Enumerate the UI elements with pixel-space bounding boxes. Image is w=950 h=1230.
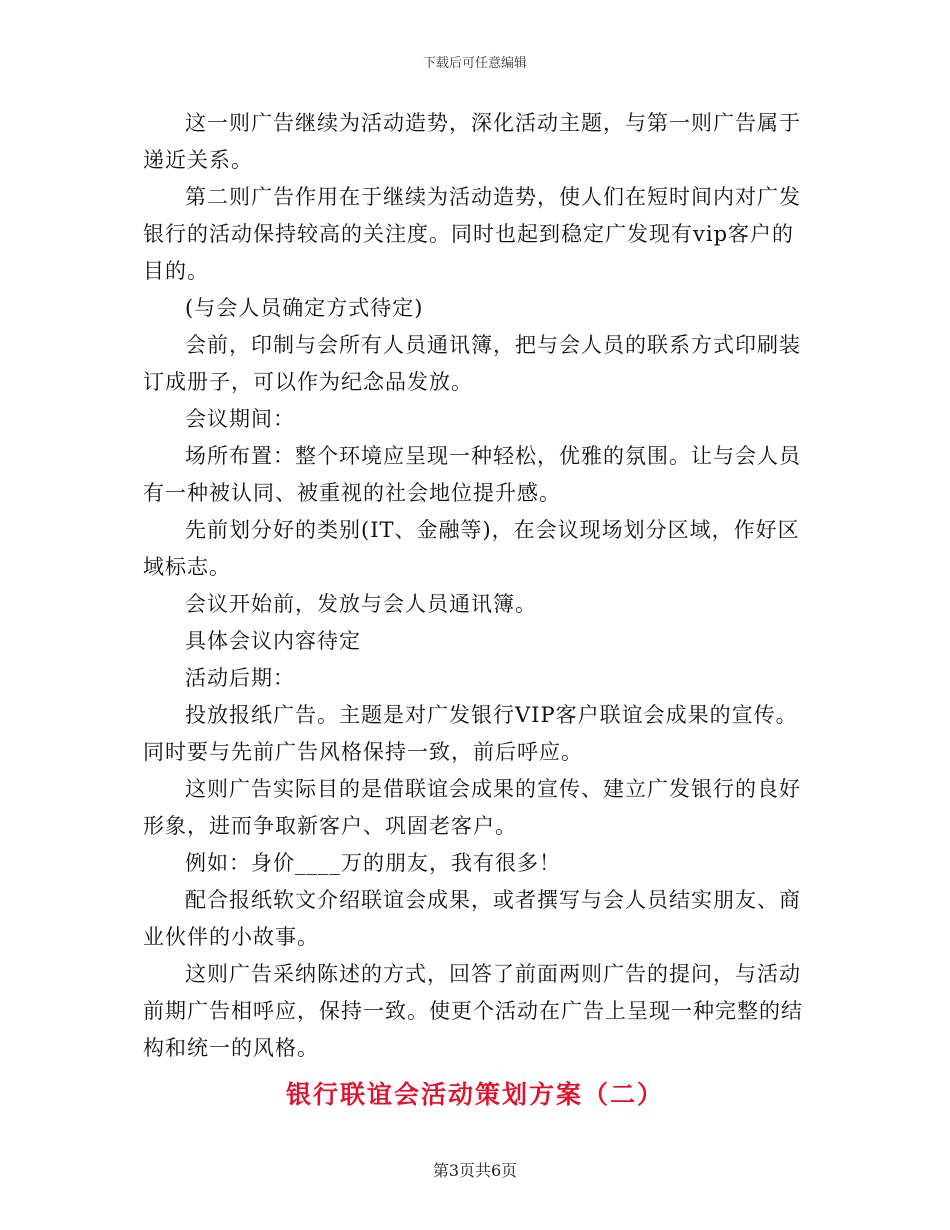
paragraph: 会议期间： xyxy=(185,407,295,431)
paragraph: 投放报纸广告。主题是对广发银行VIP客户联谊会成果的宣传。同时要与先前广告风格保持一致，前后呼应。 xyxy=(143,703,798,764)
paragraph: 第二则广告作用在于继续为活动造势，使人们在短时间内对广发银行的活动保持较高的关注度。同时也起到稳定广发现有vip客户的目的。 xyxy=(143,185,801,283)
paragraph: 这则广告采纳陈述的方式，回答了前面两则广告的提问，与活动前期广告相呼应，保持一致。使更个活动在广告上呈现一种完整的结构和统一的风格。 xyxy=(143,962,803,1060)
paragraph: 会前，印制与会所有人员通讯簿，把与会人员的联系方式印刷装订成册子，可以作为纪念品发放。 xyxy=(143,333,801,394)
paragraph: 活动后期： xyxy=(185,666,295,690)
paragraph: 例如：身价____万的朋友，我有很多！ xyxy=(185,851,561,875)
paragraph: (与会人员确定方式待定) xyxy=(185,296,424,320)
paragraph: 场所布置：整个环境应呈现一种轻松，优雅的氛围。让与会人员有一种被认同、被重视的社会地位提升感。 xyxy=(143,444,801,505)
document-body xyxy=(143,105,813,1067)
paragraph: 具体会议内容待定 xyxy=(185,629,361,653)
section-title: 银行联谊会活动策划方案（二） xyxy=(285,1080,664,1109)
page-header: 下载后可任意编辑 xyxy=(422,56,527,71)
paragraph: 这一则广告继续为活动造势，深化活动主题，与第一则广告属于递近关系。 xyxy=(143,111,801,172)
paragraph: 先前划分好的类别(IT、金融等)，在会议现场划分区域，作好区域标志。 xyxy=(143,518,800,579)
paragraph: 配合报纸软文介绍联谊会成果，或者撰写与会人员结实朋友、商业伙伴的小故事。 xyxy=(143,888,801,949)
paragraph: 这则广告实际目的是借联谊会成果的宣传、建立广发银行的良好形象，进而争取新客户、巩固老客户。 xyxy=(143,777,801,838)
paragraph: 会议开始前，发放与会人员通讯簿。 xyxy=(185,592,537,616)
page-number: 第3页共6页 xyxy=(432,1161,518,1180)
